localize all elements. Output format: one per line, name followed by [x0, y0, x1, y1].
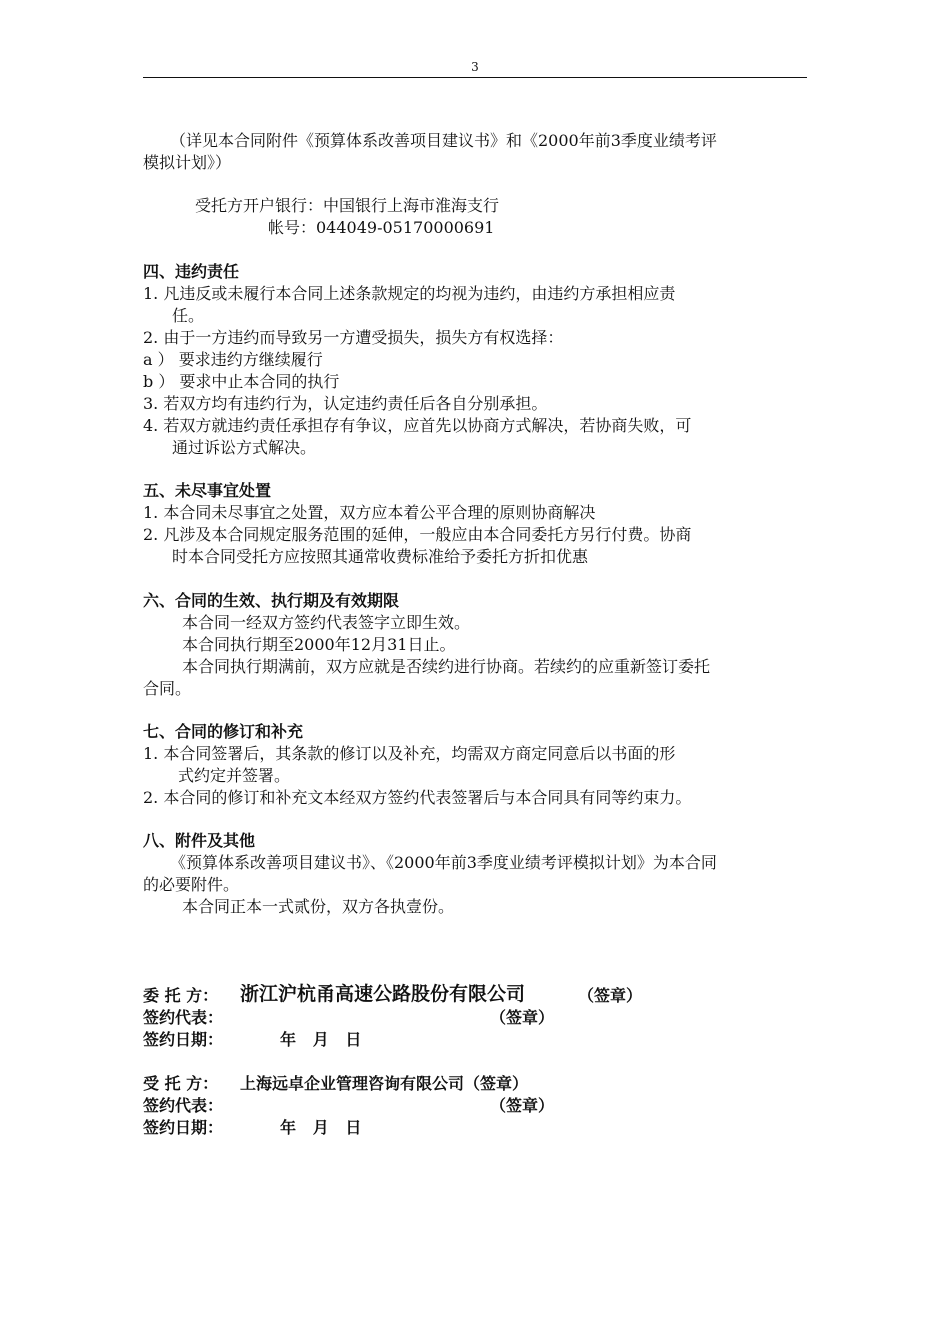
section-6-line-2: 本合同执行期至2000年12月31日止。: [182, 635, 456, 654]
section-5-item-1: 1. 本合同未尽事宜之处置，双方应本着公平合理的原则协商解决: [143, 503, 596, 522]
contractor-date-label: 签约日期：: [143, 1118, 224, 1137]
section-8-line-1-cont: 的必要附件。: [143, 875, 240, 894]
section-6-title: 六、合同的生效、执行期及有效期限: [143, 591, 400, 610]
section-8-title: 八、附件及其他: [143, 831, 256, 850]
bank-name: 受托方开户银行：中国银行上海市淮海支行: [195, 196, 500, 215]
intro-line-2: 模拟计划》）: [143, 153, 232, 172]
client-date-value: 年 月 日: [280, 1030, 362, 1049]
section-4-item-1: 1. 凡违反或未履行本合同上述条款规定的均视为违约，由违约方承担相应责: [143, 284, 676, 303]
header-rule: [143, 77, 807, 78]
client-rep-label: 签约代表：: [143, 1008, 224, 1027]
section-6-line-3: 本合同执行期满前，双方应就是否续约进行协商。若续约的应重新签订委托: [182, 657, 711, 676]
client-seal: （签章）: [578, 986, 643, 1005]
section-5-title: 五、未尽事宜处置: [143, 481, 272, 500]
section-4-item-4-cont: 通过诉讼方式解决。: [172, 438, 317, 457]
intro-line-1: （详见本合同附件《预算体系改善项目建议书》和《2000年前3季度业绩考评: [170, 131, 717, 150]
client-rep-seal: （签章）: [490, 1008, 555, 1027]
client-label: 委 托 方：: [143, 986, 219, 1005]
section-8-line-2: 本合同正本一式贰份，双方各执壹份。: [182, 897, 455, 916]
client-date-label: 签约日期：: [143, 1030, 224, 1049]
section-4-item-1-cont: 任。: [172, 306, 205, 325]
section-5-item-2: 2. 凡涉及本合同规定服务范围的延伸，一般应由本合同委托方另行付费。协商: [143, 525, 692, 544]
client-company-name: 浙江沪杭甬高速公路股份有限公司: [240, 983, 526, 1005]
section-4-item-3: 3. 若双方均有违约行为，认定违约责任后各自分别承担。: [143, 394, 548, 413]
contractor-label: 受 托 方：: [143, 1074, 219, 1093]
section-7-item-1-cont: 式约定并签署。: [178, 766, 291, 785]
section-4-item-2b: b ） 要求中止本合同的执行: [143, 372, 340, 391]
section-7-item-2: 2. 本合同的修订和补充文本经双方签约代表签署后与本合同具有同等约束力。: [143, 788, 692, 807]
section-4-title: 四、违约责任: [143, 262, 240, 281]
contractor-date-value: 年 月 日: [280, 1118, 362, 1137]
section-8-line-1: 《预算体系改善项目建议书》、《2000年前3季度业绩考评模拟计划》为本合同: [170, 853, 717, 872]
section-7-title: 七、合同的修订和补充: [143, 722, 304, 741]
section-4-item-2a: a ） 要求违约方继续履行: [143, 350, 323, 369]
section-7-item-1: 1. 本合同签署后，其条款的修订以及补充，均需双方商定同意后以书面的形: [143, 744, 676, 763]
section-4-item-2: 2. 由于一方违约而导致另一方遭受损失，损失方有权选择：: [143, 328, 564, 347]
section-6-line-3-cont: 合同。: [143, 679, 192, 698]
page-number: 3: [471, 60, 479, 74]
section-4-item-4: 4. 若双方就违约责任承担存有争议，应首先以协商方式解决，若协商失败，可: [143, 416, 692, 435]
contractor-company-name: 上海远卓企业管理咨询有限公司（签章）: [240, 1074, 529, 1093]
bank-account: 帐号：044049-05170000691: [268, 218, 495, 237]
section-5-item-2-cont: 时本合同受托方应按照其通常收费标准给予委托方折扣优惠: [172, 547, 589, 566]
contractor-rep-label: 签约代表：: [143, 1096, 224, 1115]
section-6-line-1: 本合同一经双方签约代表签字立即生效。: [182, 613, 471, 632]
contractor-rep-seal: （签章）: [490, 1096, 555, 1115]
